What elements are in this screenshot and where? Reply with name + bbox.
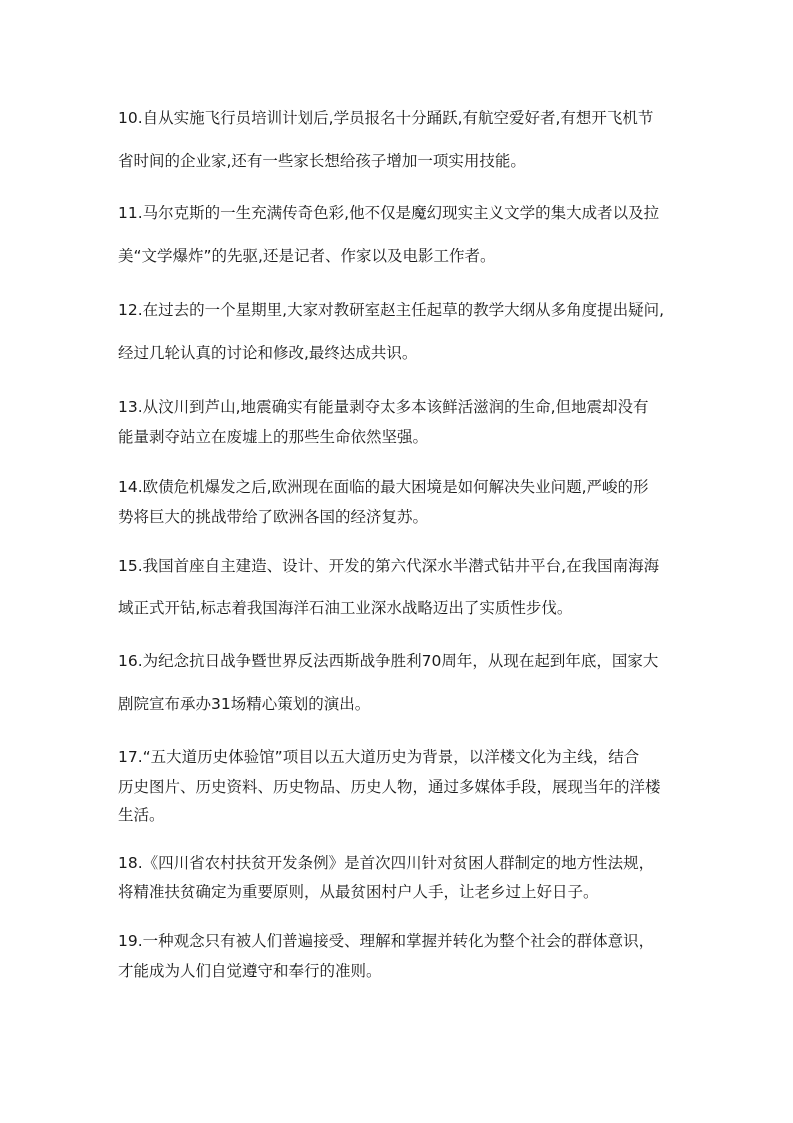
paragraph-line: 省时间的企业家,还有一些家长想给孩子增加一项实用技能。	[118, 152, 526, 170]
paragraph-line: 15.我国首座自主建造、设计、开发的第六代深水半潜式钻井平台,在我国南海海	[118, 557, 660, 575]
paragraph-line: 16.为纪念抗日战争暨世界反法西斯战争胜利70周年，从现在起到年底，国家大	[118, 652, 659, 670]
paragraph-line: 能量剥夺站立在废墟上的那些生命依然坚强。	[118, 428, 429, 446]
paragraph-line: 将精准扶贫确定为重要原则，从最贫困村户人手，让老乡过上好日子。	[118, 883, 599, 901]
paragraph-line: 历史图片、历史资料、历史物品、历史人物，通过多媒体手段，展现当年的洋楼	[118, 778, 661, 796]
paragraph-line: 17.“五大道历史体验馆”项目以五大道历史为背景，以洋楼文化为主线，结合	[118, 748, 640, 766]
paragraph-line: 14.欧债危机爆发之后,欧洲现在面临的最大困境是如何解决失业问题,严峻的形	[118, 478, 649, 496]
paragraph-line: 才能成为人们自觉遵守和奉行的准则。	[118, 962, 382, 980]
paragraph-line: 域正式开钻,标志着我国海洋石油工业深水战略迈出了实质性步伐。	[118, 599, 573, 617]
paragraph-line: 势将巨大的挑战带给了欧洲各国的经济复苏。	[118, 508, 429, 526]
paragraph-line: 剧院宣布承办31场精心策划的演出。	[118, 695, 371, 713]
paragraph-line: 10.自从实施飞行员培训计划后,学员报名十分踊跃,有航空爱好者,有想开飞机节	[118, 109, 654, 127]
paragraph-line: 12.在过去的一个星期里,大家对教研室赵主任起草的教学大纲从多角度提出疑问,	[118, 301, 665, 319]
paragraph-line: 13.从汶川到芦山,地震确实有能量剥夺太多本该鲜活滋润的生命,但地震却没有	[118, 398, 649, 416]
paragraph-line: 19.一种观念只有被人们普遍接受、理解和掌握并转化为整个社会的群体意识，	[118, 932, 655, 950]
paragraph-line: 18.《四川省农村扶贫开发条例》是首次四川针对贫困人群制定的地方性法规，	[118, 854, 655, 872]
paragraph-line: 经过几轮认真的讨论和修改,最终达成共识。	[118, 344, 418, 362]
paragraph-line: 生活。	[118, 806, 165, 824]
paragraph-line: 11.马尔克斯的一生充满传奇色彩,他不仅是魔幻现实主义文学的集大成者以及拉	[118, 204, 660, 222]
paragraph-line: 美“文学爆炸”的先驱,还是记者、作家以及电影工作者。	[118, 247, 496, 265]
